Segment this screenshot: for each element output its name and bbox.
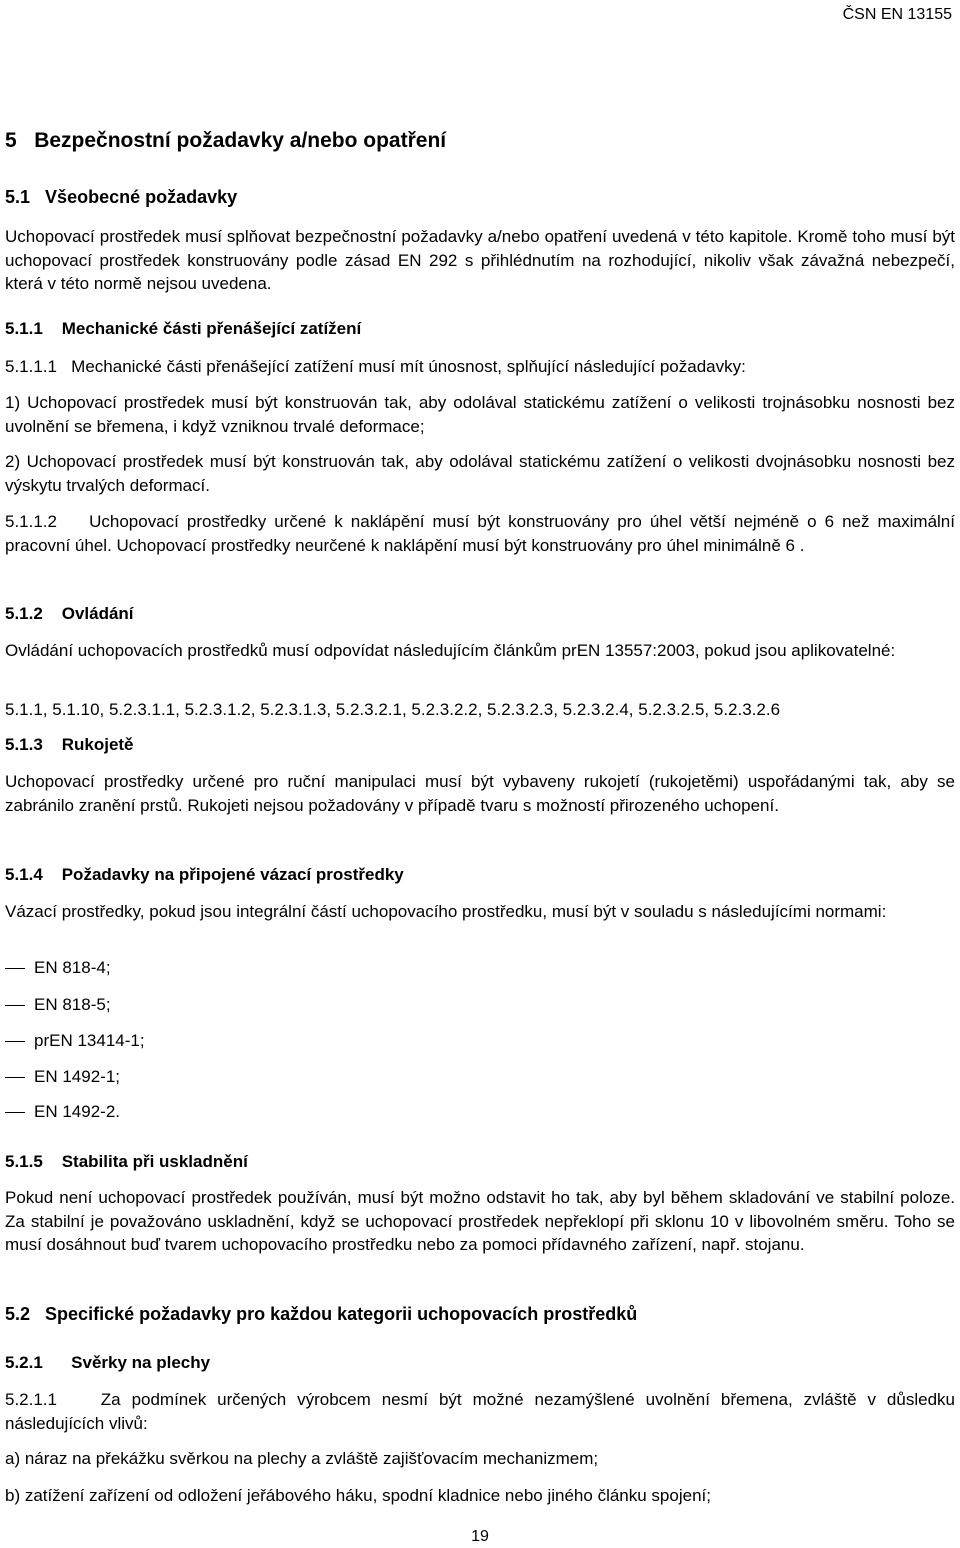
requirement-item-2: 2) Uchopovací prostředek musí být konstruován tak, aby odolával statickému zatížení o velikosti dvojnásobku nosnosti bez výskytu trvalých deformací. [5,452,955,495]
influence-item-a: a) náraz na překážku svěrkou na plechy a zvláště zajišťovacím mechanizmem; [5,1449,599,1468]
section-number: 5.1.3 [5,735,43,754]
clause-number: 5.2.1.1 [5,1390,57,1409]
section-5-heading [5,129,955,153]
section-title: Všeobecné požadavky [45,187,238,207]
standard-list-item: EN 1492-2. [5,1102,120,1122]
clause-references: 5.1.1, 5.1.10, 5.2.3.1.1, 5.2.3.1.2, 5.2.3.1.3, 5.2.3.2.1, 5.2.3.2.2, 5.2.3.2.3, 5.2.3.2.4, 5.2.3.2.5, 5.2.3.2.6 [5,700,781,719]
section-number: 5 [5,129,17,152]
standard-list-item: EN 1492-1; [5,1067,120,1087]
clause-text: Za podmínek určených výrobcem nesmí být možné nezamýšlené uvolnění břemena, zvláště v důsledku následujících vlivů: [5,1390,955,1433]
standard-list-item: prEN 13414-1; [5,1031,145,1051]
clause-number: 5.1.1.2 [5,512,57,531]
section-5-1-4-heading [5,865,955,885]
page-number: 19 [471,1528,489,1545]
section-5-1-2-paragraph: Ovládání uchopovacích prostředků musí odpovídat následujícím článkům prEN 13557:2003, pokud jsou aplikovatelné: [5,641,896,660]
standard-list-item: EN 818-4; [5,958,111,978]
clause-text: Mechanické části přenášející zatížení musí mít únosnost, splňující následující požadavky: [71,357,746,376]
section-5-1-3-paragraph: Uchopovací prostředky určené pro ruční manipulaci musí být vybaveny rukojetí (rukojetěmi) uspořádanými tak, aby se zabránilo zranění prstů. Rukojeti nejsou požadovány v případě tvaru s možností přirozeného uchopení. [5,772,955,815]
section-5-2-1-heading [5,1353,955,1373]
section-number: 5.2.1 [5,1353,43,1372]
section-5-1-heading [5,187,955,208]
influence-item-b: b) zatížení zařízení od odložení jeřábového háku, spodní kladnice nebo jiného článku spojení; [5,1486,711,1505]
section-number: 5.1 [5,187,31,207]
clause-5-1-1-2 [5,510,955,557]
section-5-1-paragraph: Uchopovací prostředek musí splňovat bezpečnostní požadavky a/nebo opatření uvedená v této kapitole. Kromě toho musí být uchopovací prostředek konstruovány podle zásad EN 292 s přihlédnutím na rozhodující, nikoliv však závažná nebezpečí, která v této normě nejsou uvedena. [5,227,955,293]
requirement-item-1: 1) Uchopovací prostředek musí být konstruován tak, aby odolával statickému zatížení o velikosti trojnásobku nosnosti bez uvolnění se břemena, i když vzniknou trvalé deformace; [5,393,955,436]
section-title: Stabilita při uskladnění [61,1152,248,1171]
section-title: Požadavky na připojené vázací prostředky [61,865,404,884]
section-5-1-5-heading [5,1152,955,1172]
section-title: Bezpečnostní požadavky a/nebo opatření [34,129,447,152]
section-5-1-3-heading [5,735,955,755]
section-5-1-5-paragraph: Pokud není uchopovací prostředek používán, musí být možno odstavit ho tak, aby byl během skladování ve stabilní poloze. Za stabilní je považováno uskladnění, když se uchopovací prostředek nepřeklopí při sklonu 10 v libovolném směru. Toho se musí dosáhnout buď tvarem uchopovacího prostředku nebo za pomoci přídavného zařízení, např. stojanu. [5,1188,955,1254]
section-title: Specifické požadavky pro každou kategorii uchopovacích prostředků [45,1304,638,1324]
section-5-1-2-heading [5,604,955,624]
clause-number: 5.1.1.1 [5,357,57,376]
document-id: ČSN EN 13155 [842,6,952,23]
section-number: 5.1.1 [5,319,43,338]
standard-list-item: EN 818-5; [5,995,111,1015]
section-5-1-1-heading [5,319,955,339]
section-title: Svěrky na plechy [71,1353,211,1372]
clause-5-1-1-1 [5,355,955,379]
section-number: 5.2 [5,1304,31,1324]
section-title: Rukojetě [61,735,134,754]
section-title: Mechanické části přenášející zatížení [61,319,362,338]
clause-5-2-1-1 [5,1388,955,1435]
clause-text: Uchopovací prostředky určené k naklápění musí být konstruovány pro úhel větší nejméně o 6 než maximální pracovní úhel. Uchopovací prostředky neurčené k naklápění musí být konstruovány pro úhel minimálně 6 . [5,512,955,555]
section-number: 5.1.4 [5,865,43,884]
section-title: Ovládání [61,604,134,623]
section-5-2-heading [5,1304,955,1325]
section-number: 5.1.5 [5,1152,43,1171]
section-5-1-4-paragraph: Vázací prostředky, pokud jsou integrální částí uchopovacího prostředku, musí být v souladu s následujícími normami: [5,902,887,921]
section-number: 5.1.2 [5,604,43,623]
